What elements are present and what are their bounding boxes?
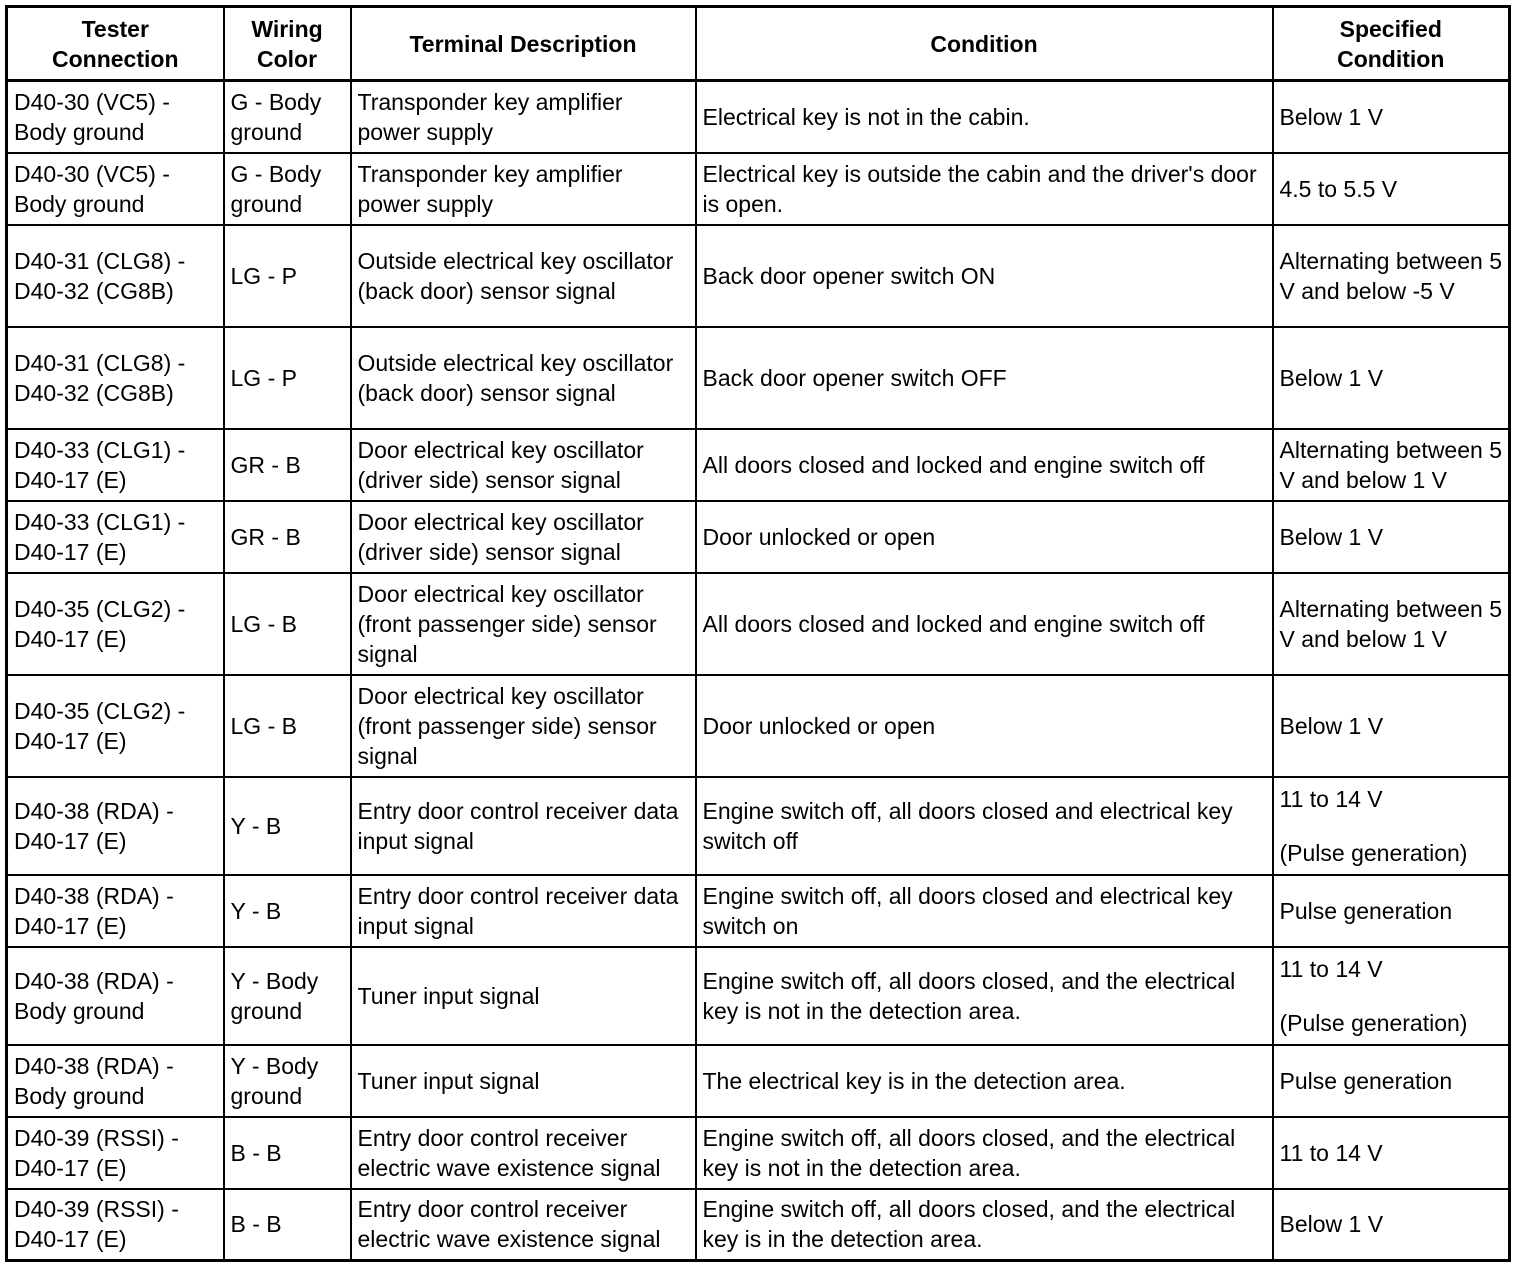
- cell-specified-condition: Below 1 V: [1273, 1189, 1510, 1261]
- header-terminal-description: Terminal Description: [351, 7, 696, 81]
- cell-terminal-description: Door electrical key oscillator (driver side) sensor signal: [351, 501, 696, 573]
- cell-condition: Engine switch off, all doors closed, and the electrical key is in the detection area.: [696, 1189, 1273, 1261]
- spec-value: 11 to 14 V: [1279, 785, 1383, 812]
- cell-terminal-description: Outside electrical key oscillator (back door) sensor signal: [351, 225, 696, 327]
- cell-wiring-color: G - Body ground: [224, 81, 351, 153]
- cell-condition: All doors closed and locked and engine switch off: [696, 573, 1273, 675]
- cell-tester-connection: D40-30 (VC5) - Body ground: [7, 81, 224, 153]
- table-row: [7, 501, 1510, 573]
- cell-specified-condition: Pulse generation: [1273, 1045, 1510, 1117]
- cell-condition: Back door opener switch ON: [696, 225, 1273, 327]
- cell-terminal-description: Door electrical key oscillator (driver side) sensor signal: [351, 429, 696, 501]
- cell-specified-condition: Below 1 V: [1273, 327, 1510, 429]
- table-row: [7, 81, 1510, 153]
- cell-specified-condition: Pulse generation: [1273, 875, 1510, 947]
- cell-terminal-description: Entry door control receiver data input signal: [351, 777, 696, 875]
- cell-tester-connection: D40-33 (CLG1) - D40-17 (E): [7, 501, 224, 573]
- cell-wiring-color: GR - B: [224, 501, 351, 573]
- table-row: [7, 429, 1510, 501]
- cell-tester-connection: D40-38 (RDA) - D40-17 (E): [7, 875, 224, 947]
- table-header-row: [7, 7, 1510, 81]
- cell-condition: Back door opener switch OFF: [696, 327, 1273, 429]
- cell-wiring-color: B - B: [224, 1117, 351, 1189]
- table-row: [7, 153, 1510, 225]
- header-wiring-line2: Color: [256, 45, 318, 72]
- cell-specified-condition: [1273, 947, 1510, 1045]
- table-row: [7, 875, 1510, 947]
- terminal-inspection-table: [5, 5, 1511, 1262]
- cell-tester-connection: D40-38 (RDA) - D40-17 (E): [7, 777, 224, 875]
- cell-condition: Engine switch off, all doors closed and electrical key switch on: [696, 875, 1273, 947]
- cell-specified-condition: Alternating between 5 V and below 1 V: [1273, 573, 1510, 675]
- cell-terminal-description: Door electrical key oscillator (front passenger side) sensor signal: [351, 675, 696, 777]
- cell-specified-condition: [1273, 777, 1510, 875]
- cell-wiring-color: LG - B: [224, 573, 351, 675]
- cell-condition: Door unlocked or open: [696, 501, 1273, 573]
- cell-condition: The electrical key is in the detection area.: [696, 1045, 1273, 1117]
- cell-specified-condition: Below 1 V: [1273, 81, 1510, 153]
- cell-tester-connection: D40-33 (CLG1) - D40-17 (E): [7, 429, 224, 501]
- cell-wiring-color: LG - P: [224, 327, 351, 429]
- cell-specified-condition: Alternating between 5 V and below 1 V: [1273, 429, 1510, 501]
- cell-terminal-description: Tuner input signal: [351, 947, 696, 1045]
- cell-tester-connection: D40-35 (CLG2) - D40-17 (E): [7, 573, 224, 675]
- cell-terminal-description: Outside electrical key oscillator (back door) sensor signal: [351, 327, 696, 429]
- spec-note: (Pulse generation): [1279, 839, 1468, 866]
- cell-terminal-description: Transponder key amplifier power supply: [351, 81, 696, 153]
- spec-value: 11 to 14 V: [1279, 955, 1383, 982]
- header-tester-connection: [7, 7, 224, 81]
- header-tester-line1: Tester: [81, 15, 149, 42]
- cell-wiring-color: Y - B: [224, 777, 351, 875]
- cell-tester-connection: D40-31 (CLG8) - D40-32 (CG8B): [7, 327, 224, 429]
- cell-wiring-color: B - B: [224, 1189, 351, 1261]
- cell-condition: Engine switch off, all doors closed, and the electrical key is not in the detection area.: [696, 947, 1273, 1045]
- cell-wiring-color: Y - Body ground: [224, 947, 351, 1045]
- cell-wiring-color: Y - Body ground: [224, 1045, 351, 1117]
- cell-condition: Electrical key is not in the cabin.: [696, 81, 1273, 153]
- cell-condition: Door unlocked or open: [696, 675, 1273, 777]
- cell-tester-connection: D40-38 (RDA) - Body ground: [7, 947, 224, 1045]
- header-tester-line2: Connection: [52, 45, 179, 72]
- spec-note: (Pulse generation): [1279, 1009, 1468, 1036]
- cell-specified-condition: 4.5 to 5.5 V: [1273, 153, 1510, 225]
- cell-wiring-color: LG - P: [224, 225, 351, 327]
- cell-wiring-color: GR - B: [224, 429, 351, 501]
- cell-terminal-description: Entry door control receiver data input signal: [351, 875, 696, 947]
- table-row: [7, 675, 1510, 777]
- table-row: [7, 1189, 1510, 1261]
- table-row: [7, 777, 1510, 875]
- cell-terminal-description: Tuner input signal: [351, 1045, 696, 1117]
- cell-condition: All doors closed and locked and engine switch off: [696, 429, 1273, 501]
- cell-tester-connection: D40-35 (CLG2) - D40-17 (E): [7, 675, 224, 777]
- table-row: [7, 573, 1510, 675]
- cell-condition: Engine switch off, all doors closed, and the electrical key is not in the detection area.: [696, 1117, 1273, 1189]
- cell-wiring-color: G - Body ground: [224, 153, 351, 225]
- cell-specified-condition: Below 1 V: [1273, 501, 1510, 573]
- cell-terminal-description: Entry door control receiver electric wave existence signal: [351, 1117, 696, 1189]
- cell-wiring-color: LG - B: [224, 675, 351, 777]
- spec-spacer: [1280, 814, 1503, 838]
- cell-specified-condition: Alternating between 5 V and below -5 V: [1273, 225, 1510, 327]
- header-wiring-line1: Wiring: [251, 15, 323, 42]
- terminal-inspection-table-wrapper: [5, 5, 1508, 1262]
- table-row: [7, 947, 1510, 1045]
- cell-specified-condition: 11 to 14 V: [1273, 1117, 1510, 1189]
- cell-tester-connection: D40-30 (VC5) - Body ground: [7, 153, 224, 225]
- cell-condition: Engine switch off, all doors closed and electrical key switch off: [696, 777, 1273, 875]
- table-row: [7, 1045, 1510, 1117]
- table-row: [7, 327, 1510, 429]
- cell-terminal-description: Transponder key amplifier power supply: [351, 153, 696, 225]
- cell-tester-connection: D40-39 (RSSI) - D40-17 (E): [7, 1117, 224, 1189]
- header-wiring-color: [224, 7, 351, 81]
- cell-tester-connection: D40-39 (RSSI) - D40-17 (E): [7, 1189, 224, 1261]
- spec-spacer: [1280, 984, 1503, 1008]
- cell-wiring-color: Y - B: [224, 875, 351, 947]
- header-spec-line2: Condition: [1337, 45, 1445, 72]
- cell-tester-connection: D40-31 (CLG8) - D40-32 (CG8B): [7, 225, 224, 327]
- table-row: [7, 225, 1510, 327]
- cell-terminal-description: Entry door control receiver electric wave existence signal: [351, 1189, 696, 1261]
- header-specified-condition: [1273, 7, 1510, 81]
- cell-terminal-description: Door electrical key oscillator (front passenger side) sensor signal: [351, 573, 696, 675]
- table-row: [7, 1117, 1510, 1189]
- cell-tester-connection: D40-38 (RDA) - Body ground: [7, 1045, 224, 1117]
- cell-condition: Electrical key is outside the cabin and the driver's door is open.: [696, 153, 1273, 225]
- header-spec-line1: Specified: [1339, 15, 1442, 42]
- cell-specified-condition: Below 1 V: [1273, 675, 1510, 777]
- header-condition: Condition: [696, 7, 1273, 81]
